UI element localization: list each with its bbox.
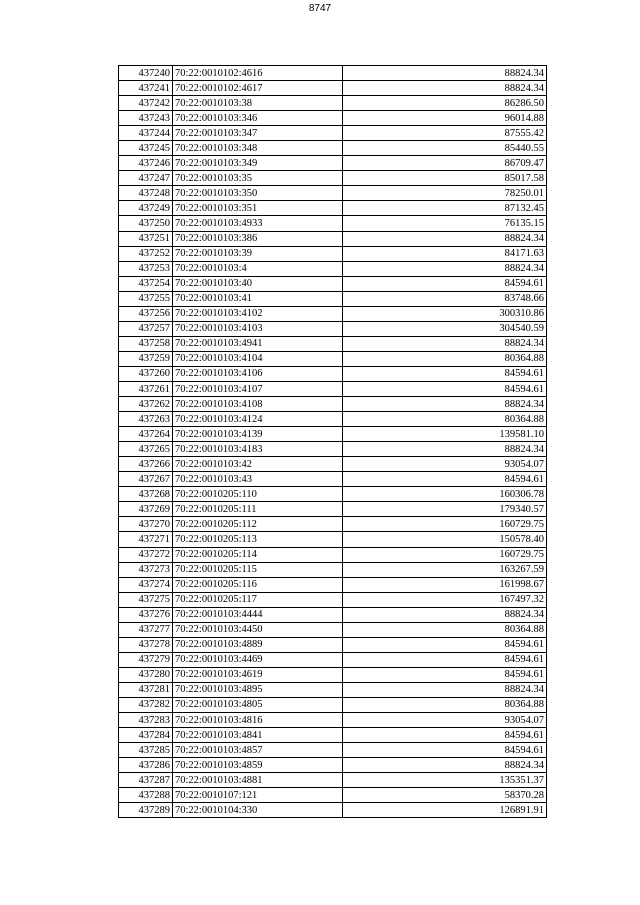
row-number-cell: 437286: [119, 758, 173, 773]
cadastral-number-cell: 70:22:0010103:4450: [173, 622, 343, 637]
table-row: [119, 276, 547, 291]
row-number-cell: 437248: [119, 186, 173, 201]
table-row: [119, 728, 547, 743]
row-number-cell: 437253: [119, 261, 173, 276]
cadastral-value-cell: 80364.88: [343, 697, 547, 712]
cadastral-value-cell: 76135.15: [343, 216, 547, 231]
cadastral-number-cell: 70:22:0010103:4469: [173, 652, 343, 667]
cadastral-value-cell: 84594.61: [343, 637, 547, 652]
cadastral-value-cell: 88824.34: [343, 261, 547, 276]
cadastral-number-cell: 70:22:0010103:4941: [173, 336, 343, 351]
page-number: 8747: [308, 3, 332, 14]
cadastral-number-cell: 70:22:0010104:330: [173, 803, 343, 818]
cadastral-number-cell: 70:22:0010103:4104: [173, 351, 343, 366]
row-number-cell: 437258: [119, 336, 173, 351]
cadastral-number-cell: 70:22:0010103:4816: [173, 713, 343, 728]
cadastral-value-cell: 126891.91: [343, 803, 547, 818]
row-number-cell: 437259: [119, 351, 173, 366]
cadastral-number-cell: 70:22:0010103:4805: [173, 697, 343, 712]
row-number-cell: 437246: [119, 156, 173, 171]
table-row: [119, 66, 547, 81]
row-number-cell: 437252: [119, 246, 173, 261]
row-number-cell: 437283: [119, 713, 173, 728]
row-number-cell: 437254: [119, 276, 173, 291]
table-row: [119, 487, 547, 502]
cadastral-number-cell: 70:22:0010103:42: [173, 457, 343, 472]
row-number-cell: 437271: [119, 532, 173, 547]
cadastral-value-cell: 88824.34: [343, 607, 547, 622]
table-row: [119, 592, 547, 607]
cadastral-number-cell: 70:22:0010103:4933: [173, 216, 343, 231]
cadastral-value-cell: 80364.88: [343, 412, 547, 427]
cadastral-number-cell: 70:22:0010103:4102: [173, 306, 343, 321]
row-number-cell: 437263: [119, 412, 173, 427]
cadastral-value-cell: 87132.45: [343, 201, 547, 216]
table-row: [119, 336, 547, 351]
cadastral-number-cell: 70:22:0010103:4857: [173, 743, 343, 758]
cadastral-value-cell: 84594.61: [343, 381, 547, 396]
table-row: [119, 667, 547, 682]
cadastral-number-cell: 70:22:0010102:4617: [173, 81, 343, 96]
cadastral-number-cell: 70:22:0010103:4106: [173, 366, 343, 381]
table-row: [119, 472, 547, 487]
row-number-cell: 437288: [119, 788, 173, 803]
row-number-cell: 437247: [119, 171, 173, 186]
cadastral-number-cell: 70:22:0010103:349: [173, 156, 343, 171]
cadastral-number-cell: 70:22:0010103:4183: [173, 442, 343, 457]
table-row: [119, 231, 547, 246]
table-row: [119, 306, 547, 321]
cadastral-number-cell: 70:22:0010205:116: [173, 577, 343, 592]
row-number-cell: 437261: [119, 381, 173, 396]
cadastral-value-cell: 85440.55: [343, 141, 547, 156]
row-number-cell: 437281: [119, 682, 173, 697]
cadastral-number-cell: 70:22:0010103:4: [173, 261, 343, 276]
cadastral-value-cell: 160306.78: [343, 487, 547, 502]
row-number-cell: 437262: [119, 397, 173, 412]
cadastral-number-cell: 70:22:0010103:350: [173, 186, 343, 201]
row-number-cell: 437269: [119, 502, 173, 517]
cadastral-value-cell: 179340.57: [343, 502, 547, 517]
cadastral-number-cell: 70:22:0010107:121: [173, 788, 343, 803]
cadastral-number-cell: 70:22:0010103:4107: [173, 381, 343, 396]
cadastral-number-cell: 70:22:0010103:4895: [173, 682, 343, 697]
row-number-cell: 437282: [119, 697, 173, 712]
cadastral-number-cell: 70:22:0010103:348: [173, 141, 343, 156]
cadastral-number-cell: 70:22:0010205:115: [173, 562, 343, 577]
cadastral-value-cell: 84171.63: [343, 246, 547, 261]
cadastral-number-cell: 70:22:0010103:41: [173, 291, 343, 306]
table-row: [119, 803, 547, 818]
row-number-cell: 437279: [119, 652, 173, 667]
table-row: [119, 171, 547, 186]
row-number-cell: 437251: [119, 231, 173, 246]
cadastral-number-cell: 70:22:0010205:111: [173, 502, 343, 517]
cadastral-number-cell: 70:22:0010205:117: [173, 592, 343, 607]
table-row: [119, 682, 547, 697]
cadastral-number-cell: 70:22:0010103:35: [173, 171, 343, 186]
cadastral-number-cell: 70:22:0010103:351: [173, 201, 343, 216]
table-row: [119, 517, 547, 532]
row-number-cell: 437280: [119, 667, 173, 682]
cadastral-value-cell: 167497.32: [343, 592, 547, 607]
row-number-cell: 437274: [119, 577, 173, 592]
table-row: [119, 637, 547, 652]
row-number-cell: 437260: [119, 366, 173, 381]
cadastral-number-cell: 70:22:0010103:38: [173, 96, 343, 111]
row-number-cell: 437277: [119, 622, 173, 637]
table-row: [119, 442, 547, 457]
table-row: [119, 246, 547, 261]
cadastral-number-cell: 70:22:0010103:4859: [173, 758, 343, 773]
cadastral-number-cell: 70:22:0010103:4881: [173, 773, 343, 788]
table-row: [119, 562, 547, 577]
cadastral-value-cell: 93054.07: [343, 713, 547, 728]
table-row: [119, 141, 547, 156]
cadastral-number-cell: 70:22:0010103:4444: [173, 607, 343, 622]
row-number-cell: 437245: [119, 141, 173, 156]
cadastral-value-cell: 88824.34: [343, 682, 547, 697]
table-row: [119, 381, 547, 396]
cadastral-number-cell: 70:22:0010103:4108: [173, 397, 343, 412]
cadastral-value-cell: 88824.34: [343, 442, 547, 457]
table-row: [119, 743, 547, 758]
row-number-cell: 437268: [119, 487, 173, 502]
row-number-cell: 437284: [119, 728, 173, 743]
row-number-cell: 437278: [119, 637, 173, 652]
cadastral-number-cell: 70:22:0010103:40: [173, 276, 343, 291]
cadastral-value-cell: 84594.61: [343, 472, 547, 487]
row-number-cell: 437242: [119, 96, 173, 111]
table-row: [119, 81, 547, 96]
cadastral-value-cell: 83748.66: [343, 291, 547, 306]
cadastral-value-cell: 139581.10: [343, 427, 547, 442]
table-row: [119, 788, 547, 803]
cadastral-number-cell: 70:22:0010103:4841: [173, 728, 343, 743]
table-row: [119, 577, 547, 592]
cadastral-value-cell: 80364.88: [343, 622, 547, 637]
table-row: [119, 412, 547, 427]
cadastral-value-cell: 88824.34: [343, 397, 547, 412]
table-body: [119, 66, 547, 818]
table-row: [119, 532, 547, 547]
cadastral-number-cell: 70:22:0010103:4889: [173, 637, 343, 652]
row-number-cell: 437265: [119, 442, 173, 457]
table-row: [119, 366, 547, 381]
cadastral-value-cell: 161998.67: [343, 577, 547, 592]
table-row: [119, 547, 547, 562]
row-number-cell: 437275: [119, 592, 173, 607]
cadastral-number-cell: 70:22:0010205:113: [173, 532, 343, 547]
table-row: [119, 758, 547, 773]
row-number-cell: 437285: [119, 743, 173, 758]
row-number-cell: 437257: [119, 321, 173, 336]
table-row: [119, 607, 547, 622]
cadastral-value-cell: 96014.88: [343, 111, 547, 126]
cadastral-number-cell: 70:22:0010103:4124: [173, 412, 343, 427]
cadastral-number-cell: 70:22:0010103:386: [173, 231, 343, 246]
table-row: [119, 397, 547, 412]
cadastral-value-cell: 160729.75: [343, 547, 547, 562]
cadastral-value-cell: 88824.34: [343, 66, 547, 81]
table-row: [119, 201, 547, 216]
table-row: [119, 713, 547, 728]
table-row: [119, 111, 547, 126]
table-row: [119, 697, 547, 712]
cadastral-number-cell: 70:22:0010205:110: [173, 487, 343, 502]
row-number-cell: 437270: [119, 517, 173, 532]
table-row: [119, 291, 547, 306]
cadastral-number-cell: 70:22:0010103:4103: [173, 321, 343, 336]
row-number-cell: 437272: [119, 547, 173, 562]
row-number-cell: 437264: [119, 427, 173, 442]
cadastral-number-cell: 70:22:0010103:39: [173, 246, 343, 261]
row-number-cell: 437267: [119, 472, 173, 487]
cadastral-number-cell: 70:22:0010103:4619: [173, 667, 343, 682]
cadastral-value-cell: 300310.86: [343, 306, 547, 321]
row-number-cell: 437289: [119, 803, 173, 818]
cadastral-value-cell: 84594.61: [343, 743, 547, 758]
cadastral-value-cell: 88824.34: [343, 81, 547, 96]
cadastral-value-table: [118, 65, 547, 818]
cadastral-value-cell: 84594.61: [343, 667, 547, 682]
table-row: [119, 261, 547, 276]
table-row: [119, 622, 547, 637]
cadastral-value-cell: 84594.61: [343, 728, 547, 743]
row-number-cell: 437276: [119, 607, 173, 622]
cadastral-value-cell: 93054.07: [343, 457, 547, 472]
cadastral-number-cell: 70:22:0010205:112: [173, 517, 343, 532]
table-row: [119, 96, 547, 111]
table-row: [119, 351, 547, 366]
cadastral-value-cell: 84594.61: [343, 652, 547, 667]
table-row: [119, 427, 547, 442]
cadastral-value-cell: 85017.58: [343, 171, 547, 186]
table-row: [119, 457, 547, 472]
cadastral-value-cell: 84594.61: [343, 366, 547, 381]
table-row: [119, 321, 547, 336]
row-number-cell: 437243: [119, 111, 173, 126]
cadastral-number-cell: 70:22:0010103:347: [173, 126, 343, 141]
table-row: [119, 156, 547, 171]
cadastral-number-cell: 70:22:0010103:4139: [173, 427, 343, 442]
cadastral-value-cell: 163267.59: [343, 562, 547, 577]
cadastral-number-cell: 70:22:0010103:43: [173, 472, 343, 487]
cadastral-value-cell: 58370.28: [343, 788, 547, 803]
cadastral-value-cell: 88824.34: [343, 231, 547, 246]
table-row: [119, 186, 547, 201]
cadastral-value-cell: 86709.47: [343, 156, 547, 171]
cadastral-value-cell: 87555.42: [343, 126, 547, 141]
cadastral-number-cell: 70:22:0010205:114: [173, 547, 343, 562]
cadastral-value-cell: 78250.01: [343, 186, 547, 201]
row-number-cell: 437250: [119, 216, 173, 231]
row-number-cell: 437256: [119, 306, 173, 321]
cadastral-value-cell: 88824.34: [343, 336, 547, 351]
table-row: [119, 502, 547, 517]
cadastral-number-cell: 70:22:0010102:4616: [173, 66, 343, 81]
cadastral-value-cell: 86286.50: [343, 96, 547, 111]
cadastral-value-cell: 135351.37: [343, 773, 547, 788]
row-number-cell: 437273: [119, 562, 173, 577]
cadastral-value-cell: 80364.88: [343, 351, 547, 366]
row-number-cell: 437287: [119, 773, 173, 788]
cadastral-value-cell: 150578.40: [343, 532, 547, 547]
row-number-cell: 437255: [119, 291, 173, 306]
table-row: [119, 652, 547, 667]
table-row: [119, 126, 547, 141]
table-row: [119, 773, 547, 788]
row-number-cell: 437241: [119, 81, 173, 96]
row-number-cell: 437266: [119, 457, 173, 472]
cadastral-number-cell: 70:22:0010103:346: [173, 111, 343, 126]
cadastral-value-cell: 160729.75: [343, 517, 547, 532]
row-number-cell: 437244: [119, 126, 173, 141]
table-row: [119, 216, 547, 231]
cadastral-value-cell: 304540.59: [343, 321, 547, 336]
row-number-cell: 437240: [119, 66, 173, 81]
cadastral-value-cell: 84594.61: [343, 276, 547, 291]
row-number-cell: 437249: [119, 201, 173, 216]
cadastral-value-cell: 88824.34: [343, 758, 547, 773]
